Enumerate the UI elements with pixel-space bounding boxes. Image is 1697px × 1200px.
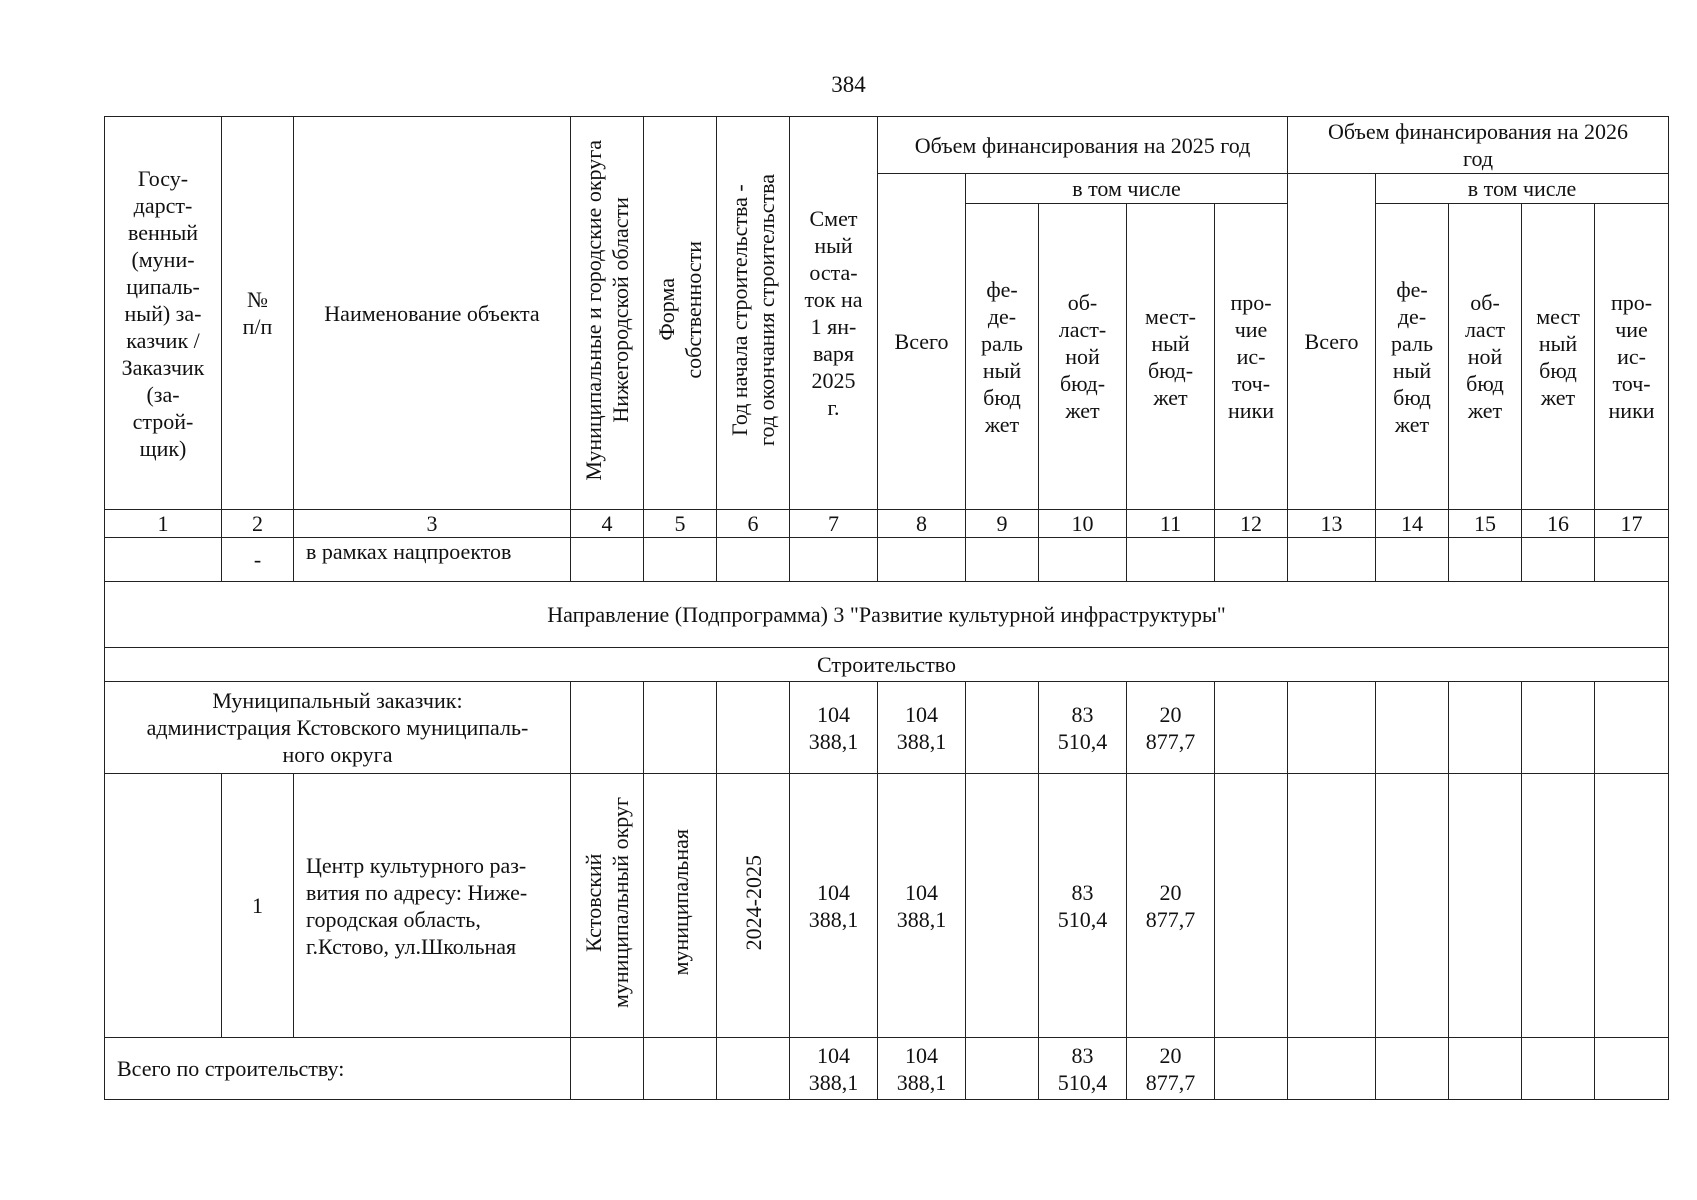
header-number: № п/п (222, 117, 294, 510)
header-local-2025: мест- ный бюд- жет (1127, 204, 1215, 510)
header-fin-2026: Объем финансирования на 2026 год (1288, 117, 1669, 174)
total-label: Всего по строительству: (105, 1038, 571, 1100)
page-number: 384 (831, 72, 866, 97)
object-row (105, 774, 1669, 1038)
total-local-2025: 20 877,7 (1127, 1038, 1215, 1100)
col-number: 17 (1595, 510, 1669, 538)
header-incl-2026: в том числе (1376, 174, 1669, 204)
object-number: 1 (222, 774, 294, 1038)
header-row-1 (105, 117, 1669, 174)
col-number: 14 (1376, 510, 1449, 538)
col-number: 12 (1215, 510, 1288, 538)
total-total-2025: 104 388,1 (878, 1038, 966, 1100)
col-number: 9 (966, 510, 1039, 538)
header-federal-2025: фе- де- раль ный бюд жет (966, 204, 1039, 510)
object-local-2025: 20 877,7 (1127, 774, 1215, 1038)
header-regional-2025: об- ласт- ной бюд- жет (1039, 204, 1127, 510)
col-number: 5 (644, 510, 717, 538)
header-incl-2025: в том числе (966, 174, 1288, 204)
header-regional-2026: об- ласт ной бюд жет (1449, 204, 1522, 510)
construction-row (105, 648, 1669, 682)
customer-name: Муниципальный заказчик: администрация Кстовского муниципаль- ного округа (105, 682, 571, 774)
customer-total-2025: 104 388,1 (878, 682, 966, 774)
direction-title: Направление (Подпрограмма) 3 "Развитие культурной инфраструктуры" (105, 582, 1669, 648)
customer-remainder: 104 388,1 (790, 682, 878, 774)
col-number: 10 (1039, 510, 1127, 538)
col-number: 4 (571, 510, 644, 538)
col-number: 3 (294, 510, 571, 538)
object-years: 2024-2025 (717, 774, 790, 1038)
construction-title: Строительство (105, 648, 1669, 682)
col-number: 15 (1449, 510, 1522, 538)
header-years: Год начала строительства - год окончания строительства (717, 117, 790, 510)
header-total-2025: Всего (878, 174, 966, 510)
object-remainder: 104 388,1 (790, 774, 878, 1038)
header-other-2025: про- чие ис- точ- ники (1215, 204, 1288, 510)
header-federal-2026: фе- де- раль ный бюд жет (1376, 204, 1449, 510)
customer-regional-2025: 83 510,4 (1039, 682, 1127, 774)
customer-row (105, 682, 1669, 774)
col-number: 1 (105, 510, 222, 538)
column-number-row (105, 510, 1669, 538)
col-number: 7 (790, 510, 878, 538)
natsproekt-number: - (222, 538, 294, 582)
col-number: 8 (878, 510, 966, 538)
header-local-2026: мест ный бюд жет (1522, 204, 1595, 510)
financing-table (104, 116, 1669, 1100)
col-number: 11 (1127, 510, 1215, 538)
object-regional-2025: 83 510,4 (1039, 774, 1127, 1038)
header-object-name: Наименование объекта (294, 117, 571, 510)
col-number: 2 (222, 510, 294, 538)
header-other-2026: про- чие ис- точ- ники (1595, 204, 1669, 510)
col-number: 13 (1288, 510, 1376, 538)
customer-local-2025: 20 877,7 (1127, 682, 1215, 774)
natsproekt-label: в рамках нацпроектов (294, 538, 571, 582)
header-total-2026: Всего (1288, 174, 1376, 510)
object-name: Центр культурного раз- вития по адресу: Ниже- городская область, г.Кстово, ул.Школьная (294, 774, 571, 1038)
direction-row (105, 582, 1669, 648)
header-fin-2025: Объем финансирования на 2025 год (878, 117, 1288, 174)
total-remainder: 104 388,1 (790, 1038, 878, 1100)
total-row (105, 1038, 1669, 1100)
object-district: Кстовский муниципальный округ (571, 774, 644, 1038)
object-total-2025: 104 388,1 (878, 774, 966, 1038)
col-number: 6 (717, 510, 790, 538)
header-customer: Госу- дарст- венный (муни- ципаль- ный) за- казчик / Заказчик (за- строй- щик) (105, 117, 222, 510)
col-number: 16 (1522, 510, 1595, 538)
header-ownership: Форма собственности (644, 117, 717, 510)
object-ownership: муниципальная (644, 774, 717, 1038)
header-districts: Муниципальные и городские округа Нижегородской области (571, 117, 644, 510)
natsproekt-row (105, 538, 1669, 582)
header-remainder: Смет ный оста- ток на 1 ян- варя 2025 г. (790, 117, 878, 510)
total-regional-2025: 83 510,4 (1039, 1038, 1127, 1100)
